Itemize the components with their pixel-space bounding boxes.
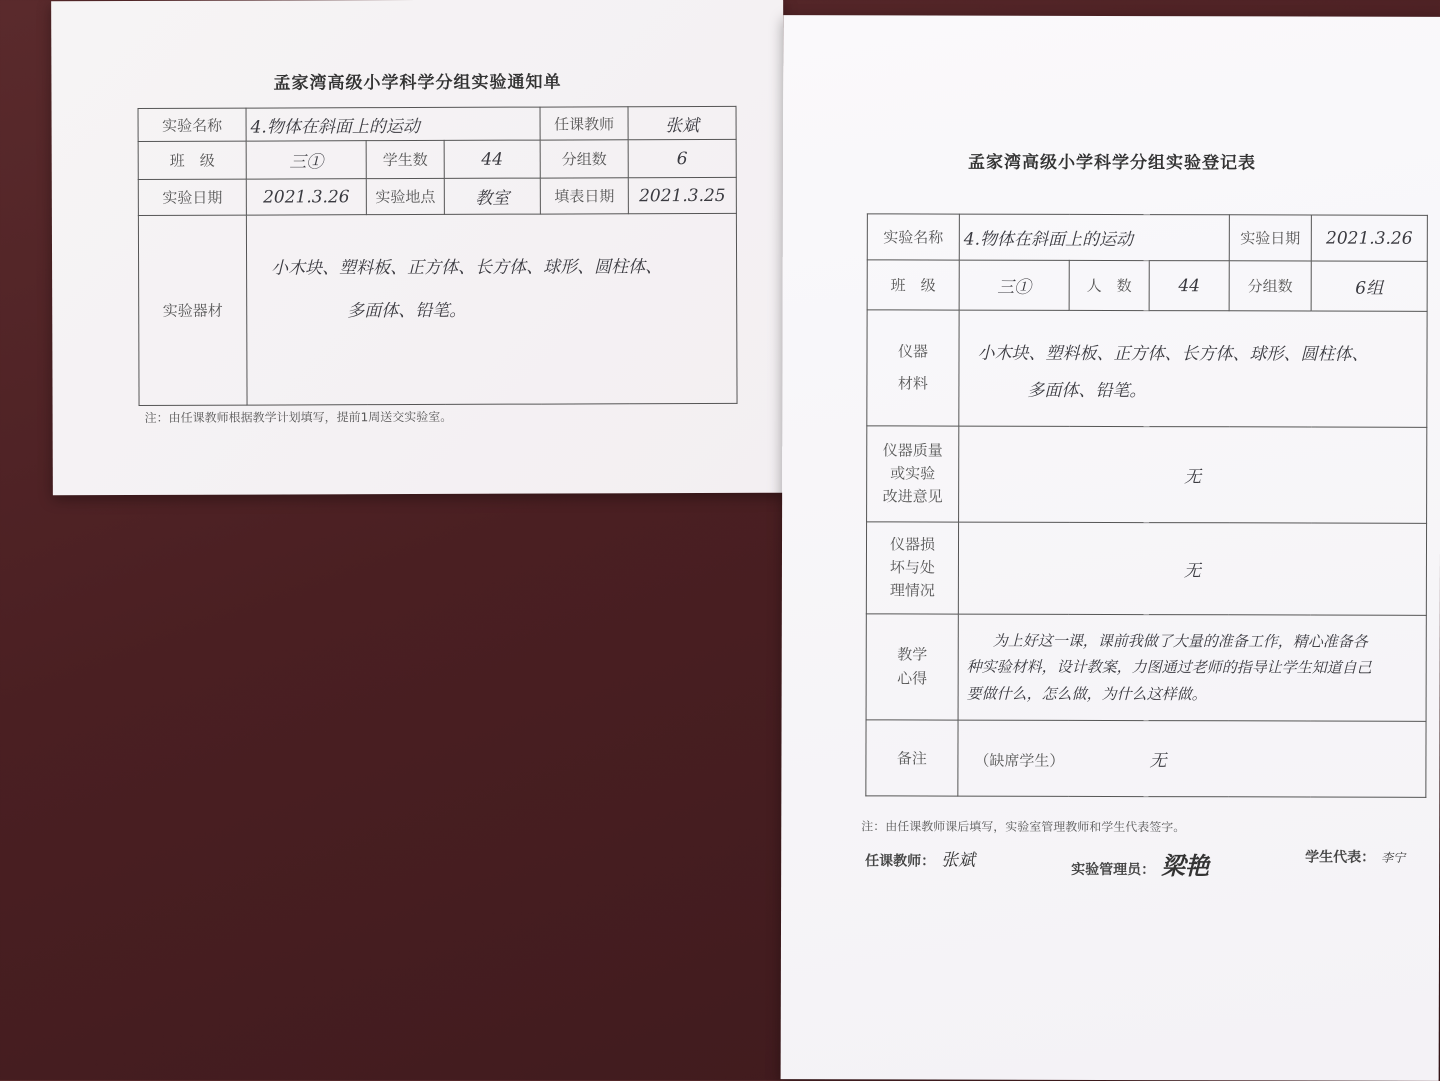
register-label-materials-line-2: 材料 [897,373,928,393]
register-reflection-line-2: 种实验材料，设计教案，力图通过老师的指导让学生知道自己 [966,657,1372,678]
register-value-materials [959,310,1427,427]
register-value-headcount: 44 [1149,261,1229,311]
notice-value-date: 2021.3.26 [246,179,366,215]
register-label-absent: （缺席学生） [974,751,1065,770]
notice-row-equipment [138,213,737,405]
notice-value-groups: 6 [628,139,736,177]
notice-equipment-line-1: 小木块、塑料板、正方体、长方体、球形、圆柱体、 [271,257,663,279]
notice-row-date [138,177,736,215]
notice-sheet [51,0,785,495]
register-label-quality [867,426,959,522]
notice-value-class: 三① [246,141,366,179]
signature-teacher-value: 张斌 [941,850,976,871]
register-value-date: 2021.3.26 [1311,215,1427,261]
signature-student-label: 学生代表： [1305,849,1376,866]
register-label-quality-line-2: 或实验 [890,464,936,483]
notice-label-groups: 分组数 [540,140,628,178]
notice-label-experiment-name: 实验名称 [138,108,246,141]
register-footnote: 注：由任课教师课后填写，实验室管理教师和学生代表签字。 [861,819,1186,835]
notice-value-students: 44 [444,140,540,178]
signature-admin [1071,846,1209,881]
register-label-reflection [866,614,958,720]
register-label-headcount: 人 数 [1069,260,1149,310]
notice-label-fill-date: 填表日期 [540,178,628,214]
register-value-damage: 无 [958,522,1426,615]
register-row-damage [866,522,1426,615]
register-value-groups: 6组 [1311,261,1427,311]
notice-table [138,106,738,406]
signature-admin-label: 实验管理员： [1071,861,1156,879]
register-row-remarks [866,720,1426,797]
signature-student-value: 李宁 [1381,850,1406,865]
register-label-date: 实验日期 [1229,215,1311,261]
register-label-reflection-line-1: 教学 [897,645,928,664]
register-value-quality: 无 [959,426,1427,523]
notice-label-class: 班 级 [138,141,246,179]
register-label-damage-line-2: 坏与处 [889,558,935,577]
register-label-damage-line-1: 仪器损 [889,535,936,554]
notice-label-equipment: 实验器材 [138,215,247,405]
register-row-class [867,260,1427,311]
notice-row-class [138,139,736,179]
register-materials-line-2: 多面体、铅笔。 [1027,380,1147,402]
register-label-experiment-name: 实验名称 [867,214,959,260]
register-reflection-line-3: 要做什么，怎么做，为什么这样做。 [966,684,1207,703]
register-row-name [867,214,1427,261]
notice-value-teacher: 张斌 [628,106,736,139]
register-value-class: 三① [959,260,1069,310]
signature-teacher [865,845,975,880]
register-row-reflection [866,614,1426,721]
register-label-materials [867,310,959,426]
notice-footnote: 注：由任课教师根据教学计划填写，提前1周送交实验室。 [144,409,453,425]
register-value-remarks [958,720,1426,797]
notice-equipment-line-2: 多面体、铅笔。 [347,300,467,322]
register-label-quality-line-3: 改进意见 [882,487,943,506]
notice-title: 孟家湾高级小学科学分组实验通知单 [273,72,562,94]
notice-value-fill-date: 2021.3.25 [628,177,736,213]
notice-label-students: 学生数 [366,140,444,178]
signature-student [1305,847,1405,882]
register-label-quality-line-1: 仪器质量 [882,441,943,460]
register-value-experiment-name: 4.物体在斜面上的运动 [959,214,1229,261]
notice-label-location: 实验地点 [366,178,444,214]
notice-label-teacher: 任课教师 [540,107,628,140]
signature-admin-value: 梁艳 [1161,851,1210,881]
notice-label-date: 实验日期 [138,179,246,215]
notice-row-name [138,106,736,141]
register-signatures [865,845,1405,881]
register-label-materials-line-1: 仪器 [897,342,929,361]
notice-value-experiment-name: 4.物体在斜面上的运动 [246,107,540,141]
register-value-reflection [958,614,1426,721]
register-reflection-line-1: 为上好这一课，课前我做了大量的准备工作，精心准备各 [992,631,1368,651]
notice-value-equipment [246,213,737,405]
register-label-damage [866,522,958,614]
register-row-materials [867,310,1427,427]
register-value-absent: 无 [1149,751,1167,772]
register-label-damage-line-3: 理情况 [889,581,935,600]
register-row-quality [867,426,1427,523]
notice-value-location: 教室 [444,178,540,214]
register-label-class: 班 级 [867,260,959,310]
register-title: 孟家湾高级小学科学分组实验登记表 [967,152,1257,174]
register-table [865,213,1428,797]
register-materials-line-1: 小木块、塑料板、正方体、长方体、球形、圆柱体、 [977,343,1369,365]
register-label-remarks: 备注 [866,720,958,796]
signature-teacher-label: 任课教师： [865,853,936,870]
register-label-groups: 分组数 [1229,261,1311,311]
register-sheet [781,15,1440,1081]
register-label-reflection-line-2: 心得 [897,668,928,688]
